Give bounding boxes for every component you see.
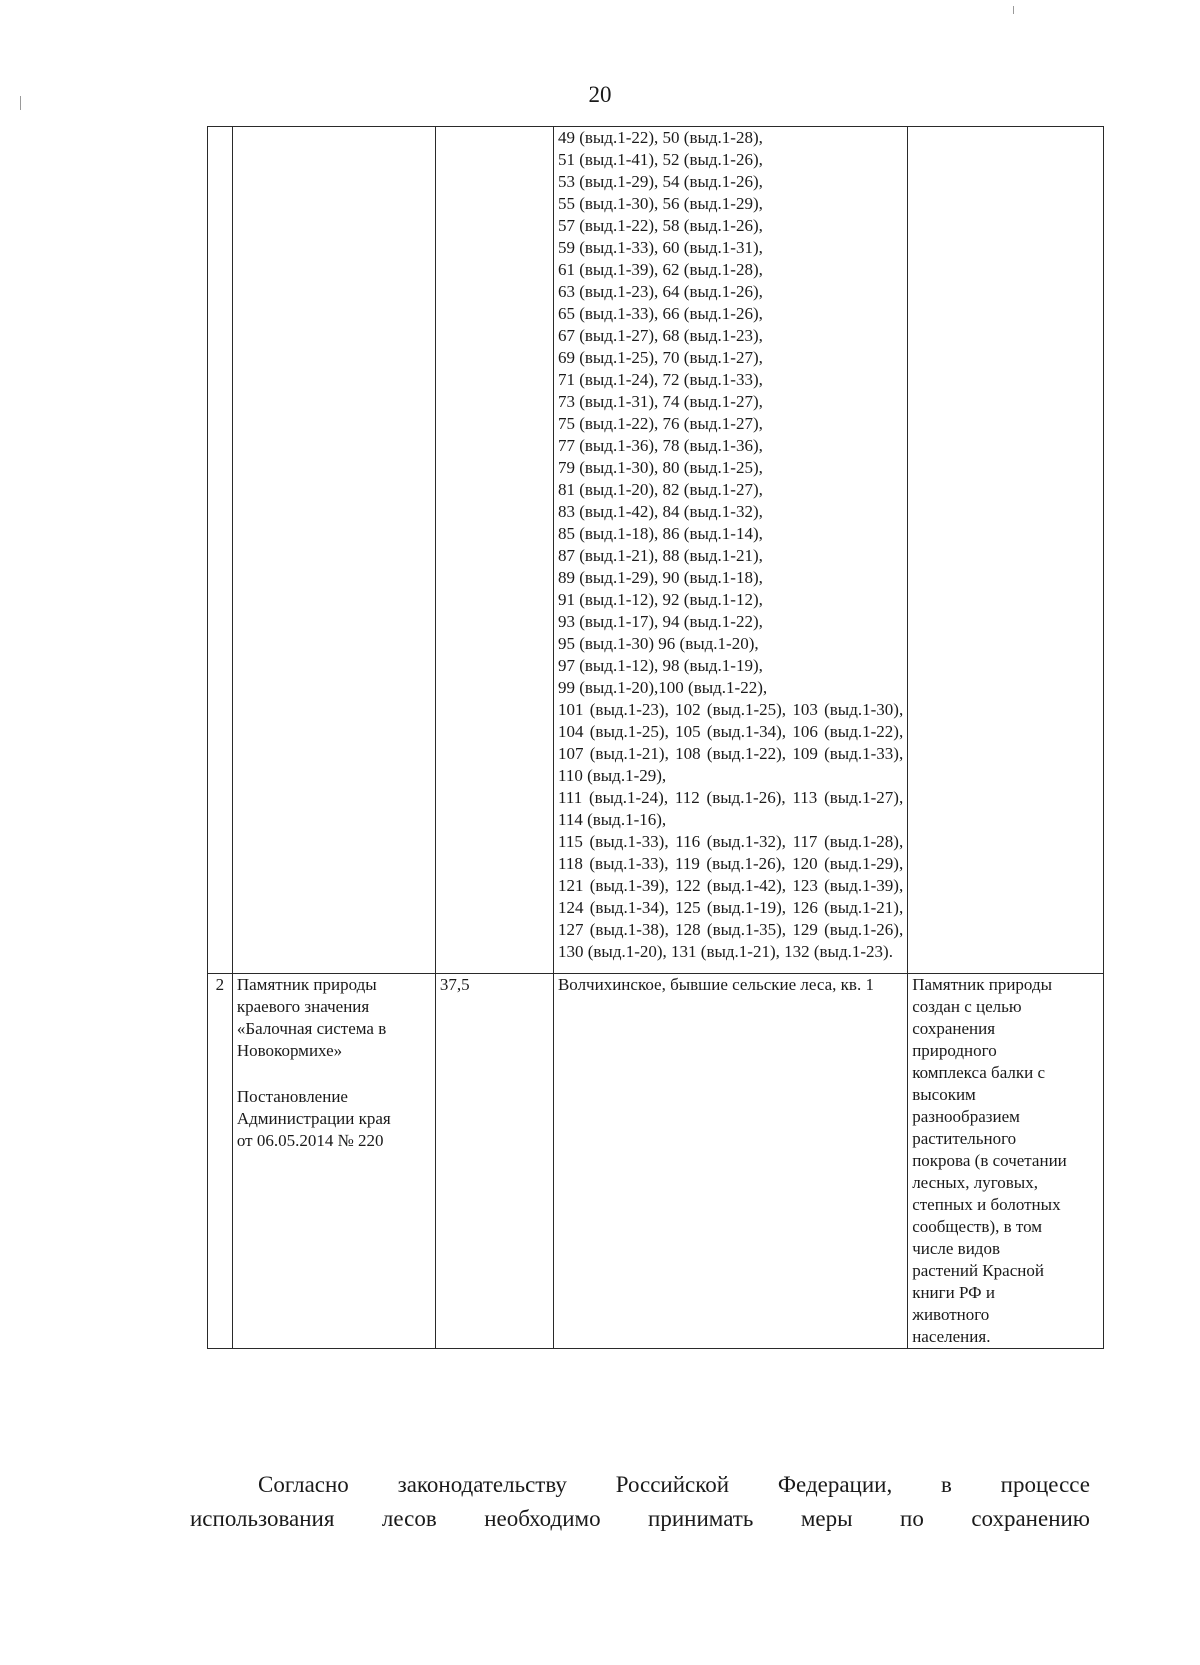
quarters-line: 73 (выд.1-31), 74 (выд.1-27), [557, 392, 763, 411]
quarters-line: 67 (выд.1-27), 68 (выд.1-23), [557, 326, 763, 345]
purpose-line: книги РФ и [912, 1283, 995, 1302]
paragraph-line: использования лесов необходимо принимать меры по сохранению [190, 1506, 1090, 1531]
name-line: «Балочная система в [236, 1019, 387, 1038]
table-row [208, 127, 1104, 974]
quarters-line: 79 (выд.1-30), 80 (выд.1-25), [557, 458, 763, 477]
quarters-line: 51 (выд.1-41), 52 (выд.1-26), [557, 150, 763, 169]
table-row [208, 974, 1104, 1349]
page-number: 20 [588, 82, 612, 107]
name-cell [232, 974, 435, 1349]
quarters-line: 81 (выд.1-20), 82 (выд.1-27), [557, 480, 763, 499]
quarters-line: 49 (выд.1-22), 50 (выд.1-28), [557, 128, 763, 147]
purpose-line: Памятник природы [912, 975, 1053, 994]
quarters-line: 95 (выд.1-30) 96 (выд.1-20), [557, 634, 759, 653]
purpose-line: растительного [912, 1129, 1017, 1148]
decree-reference [237, 1086, 431, 1152]
name-line: Новокормихе» [236, 1041, 343, 1060]
purpose-line: комплекса балки с [912, 1063, 1046, 1082]
name-line: краевого значения [236, 997, 370, 1016]
quarters-line: 91 (выд.1-12), 92 (выд.1-12), [557, 590, 763, 609]
quarters-line: 87 (выд.1-21), 88 (выд.1-21), [557, 546, 763, 565]
purpose-line: числе видов [912, 1239, 1000, 1258]
quarters-paragraph: 115 (выд.1-33), 116 (выд.1-32), 117 (выд.1-28), 118 (выд.1-33), 119 (выд.1-26), 120 (выд.1-29), 121 (выд.1-39), 122 (выд.1-42), 123 (выд.1-39), 124 (выд.1-34), 125 (выд.1-19), 126 (выд.1-21), 127 (выд.1-38), 128 (выд.1-35), 129 (выд.1-26), 130 (выд.1-20), 131 (выд.1-21), 132 (выд.1-23). [557, 832, 904, 961]
quarters-paragraph: 111 (выд.1-24), 112 (выд.1-26), 113 (выд.1-27), 114 (выд.1-16), [557, 788, 904, 829]
purpose-text [912, 974, 1099, 1348]
purpose-cell [908, 974, 1104, 1349]
purpose-line: растений Красной [912, 1261, 1044, 1280]
closing-paragraph [190, 1468, 1090, 1536]
purpose-line: лесных, луговых, [912, 1173, 1038, 1192]
area-value: 37,5 [435, 974, 553, 1349]
quarters-line: 61 (выд.1-39), 62 (выд.1-28), [557, 260, 763, 279]
quarters-line: 65 (выд.1-33), 66 (выд.1-26), [557, 304, 763, 323]
quarters-line: 71 (выд.1-24), 72 (выд.1-33), [557, 370, 763, 389]
quarters-line: 57 (выд.1-22), 58 (выд.1-26), [557, 216, 763, 235]
name-line: Памятник природы [236, 975, 377, 994]
row-number: 2 [208, 974, 233, 1349]
scan-mark [1013, 6, 1014, 14]
decree-line: Постановление [236, 1087, 348, 1106]
quarters-line: 89 (выд.1-29), 90 (выд.1-18), [557, 568, 763, 587]
quarters-line: 53 (выд.1-29), 54 (выд.1-26), [557, 172, 763, 191]
purpose-line: населения. [912, 1327, 991, 1346]
quarters-line: 59 (выд.1-33), 60 (выд.1-31), [557, 238, 763, 257]
location-text: Волчихинское, бывшие сельские леса, кв. 1 [553, 974, 907, 1349]
name-cell [232, 127, 435, 974]
decree-line: от 06.05.2014 № 220 [236, 1131, 384, 1150]
purpose-line: разнообразием [912, 1107, 1020, 1126]
quarters-line: 83 (выд.1-42), 84 (выд.1-32), [557, 502, 763, 521]
quarters-line: 97 (выд.1-12), 98 (выд.1-19), [557, 656, 763, 675]
quarters-line: 63 (выд.1-23), 64 (выд.1-26), [557, 282, 763, 301]
quarters-paragraph: 101 (выд.1-23), 102 (выд.1-25), 103 (выд.1-30), 104 (выд.1-25), 105 (выд.1-34), 106 (выд.1-22), 107 (выд.1-21), 108 (выд.1-22), 109 (выд.1-33), 110 (выд.1-29), [557, 700, 904, 785]
purpose-line: высоким [912, 1085, 976, 1104]
quarters-line: 85 (выд.1-18), 86 (выд.1-14), [557, 524, 763, 543]
monument-name [237, 974, 431, 1062]
number-cell [208, 127, 233, 974]
location-cell [553, 127, 907, 974]
quarters-line: 77 (выд.1-36), 78 (выд.1-36), [557, 436, 763, 455]
quarters-line: 55 (выд.1-30), 56 (выд.1-29), [557, 194, 763, 213]
purpose-line: создан с целью [912, 997, 1022, 1016]
quarters-line: 75 (выд.1-22), 76 (выд.1-27), [557, 414, 763, 433]
purpose-line: сохранения [912, 1019, 996, 1038]
purpose-line: степных и болотных [912, 1195, 1061, 1214]
purpose-cell [908, 127, 1104, 974]
purpose-line: природного [912, 1041, 997, 1060]
decree-line: Администрации края [236, 1109, 391, 1128]
paragraph-line: Согласно законодательству Российской Федерации, в процессе [258, 1472, 1090, 1497]
purpose-line: животного [912, 1305, 990, 1324]
area-cell [435, 127, 553, 974]
quarters-line: 93 (выд.1-17), 94 (выд.1-22), [557, 612, 763, 631]
purpose-line: покрова (в сочетании [912, 1151, 1067, 1170]
quarters-line: 69 (выд.1-25), 70 (выд.1-27), [557, 348, 763, 367]
quarters-list [558, 127, 903, 699]
quarters-line: 99 (выд.1-20),100 (выд.1-22), [557, 678, 768, 697]
purpose-line: сообществ), в том [912, 1217, 1043, 1236]
protected-areas-table [207, 126, 1104, 1349]
